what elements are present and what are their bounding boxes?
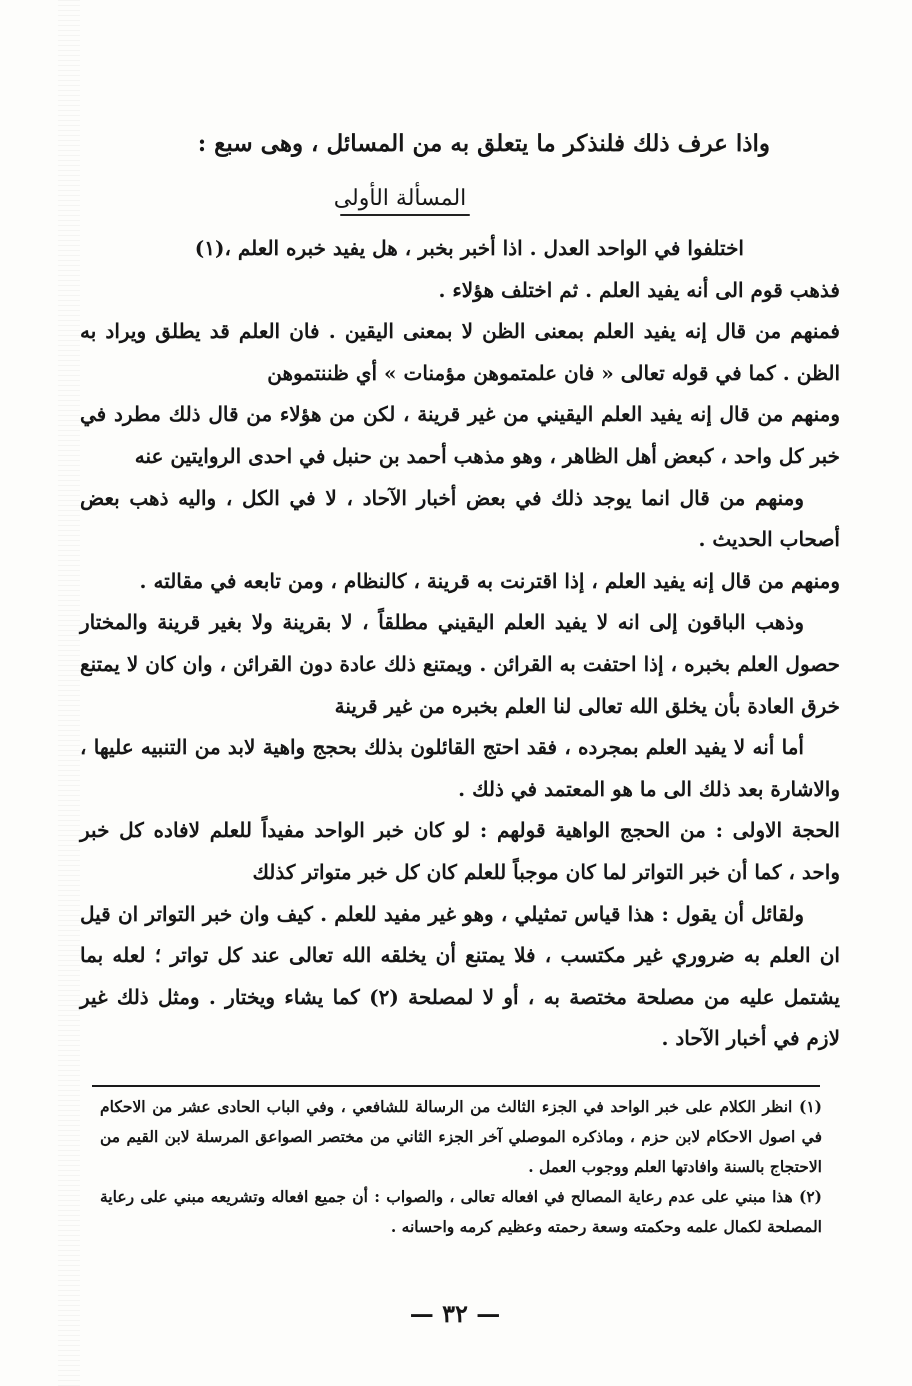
scan-edge-shadow bbox=[58, 0, 80, 1386]
heading-underline bbox=[340, 214, 470, 216]
intro-line: واذا عرف ذلك فلنذكر ما يتعلق به من المسائل ، وهى سبع : bbox=[197, 130, 770, 157]
footnote-2: (٢) هذا مبني على عدم رعاية المصالح في افعاله تعالى ، والصواب : أن جميع افعاله وتشريعه مبني على رعاية المصلحة لكمال علمه وحكمته وسعة رحمته وعظيم كرمه واحسانه . bbox=[100, 1187, 822, 1236]
paragraph: ومنهم من قال إنه يفيد العلم اليقيني من غير قرينة ، لكن من هؤلاء من قال ذلك مطرد في خبر كل واحد ، كبعض أهل الظاهر ، وهو مذهب أحمد بن حنبل في احدى الروايتين عنه bbox=[80, 402, 840, 468]
paragraph: اختلفوا في الواحد العدل . اذا أخبر بخبر ، هل يفيد خبره العلم ،(١) bbox=[194, 236, 744, 260]
paragraph: الحجة الاولى : من الحجج الواهية قولهم : لو كان خبر الواحد مفيداً للعلم لافاده كل خبر واحد ، كما أن خبر التواتر لما كان موجباً للعلم كان كل خبر متواتر كذلك bbox=[80, 818, 840, 884]
paragraph: وذهب الباقون إلى انه لا يفيد العلم اليقيني مطلقاً ، لا بقرينة ولا بغير قرينة والمختار حصول العلم بخبره ، إذا احتفت به القرائن . ويمتنع ذلك عادة دون القرائن ، وان كان لا يمتنع خرق العادة بأن يخلق الله تعالى لنا العلم بخبره من غير قرينة bbox=[80, 610, 840, 718]
paragraph: فمنهم من قال إنه يفيد العلم بمعنى الظن لا بمعنى اليقين . فان العلم قد يطلق ويراد به الظن . كما في قوله تعالى « فان علمتموهن مؤمنات » أي ظننتموهن bbox=[80, 319, 840, 385]
section-heading: المسألة الأولى bbox=[333, 186, 467, 211]
main-text bbox=[80, 228, 840, 1060]
paragraph: فذهب قوم الى أنه يفيد العلم . ثم اختلف هؤلاء . bbox=[438, 277, 840, 302]
footnote-divider bbox=[92, 1085, 820, 1087]
paragraph: ومنهم من قال انما يوجد ذلك في بعض أخبار الآحاد ، لا في الكل ، واليه ذهب بعض أصحاب الحديث . bbox=[80, 485, 840, 552]
paragraph: ومنهم من قال إنه يفيد العلم ، إذا اقترنت به قرينة ، كالنظام ، ومن تابعه في مقالته . bbox=[139, 568, 840, 593]
page-number: — ٣٢ — bbox=[409, 1299, 501, 1328]
footnote-1: (١) انظر الكلام على خبر الواحد في الجزء الثالث من الرسالة للشافعي ، وفي الباب الحادى عشر من الاحكام في اصول الاحكام لابن حزم ، وماذكره الموصلي آخر الجزء الثاني من مختصر الصواعق المرسلة لابن القيم من الاحتجاج بالسنة وافادتها العلم ووجوب العمل . bbox=[100, 1097, 822, 1176]
footnotes bbox=[100, 1092, 822, 1242]
paragraph: أما أنه لا يفيد العلم بمجرده ، فقد احتج القائلون بذلك بحجج واهية لابد من التنبيه عليها ، والاشارة بعد ذلك الى ما هو المعتمد في ذلك . bbox=[80, 735, 840, 801]
paragraph: ولقائل أن يقول : هذا قياس تمثيلي ، وهو غير مفيد للعلم . كيف وان خبر التواتر ان قيل ان العلم به ضروري غير مكتسب ، فلا يمتنع أن يخلقه الله تعالى عند كل تواتر ؛ لعله بما يشتمل عليه من مصلحة مختصة به ، أو لا لمصلحة (٢) كما يشاء ويختار . ومثل ذلك غير لازم في أخبار الآحاد . bbox=[80, 901, 840, 1051]
